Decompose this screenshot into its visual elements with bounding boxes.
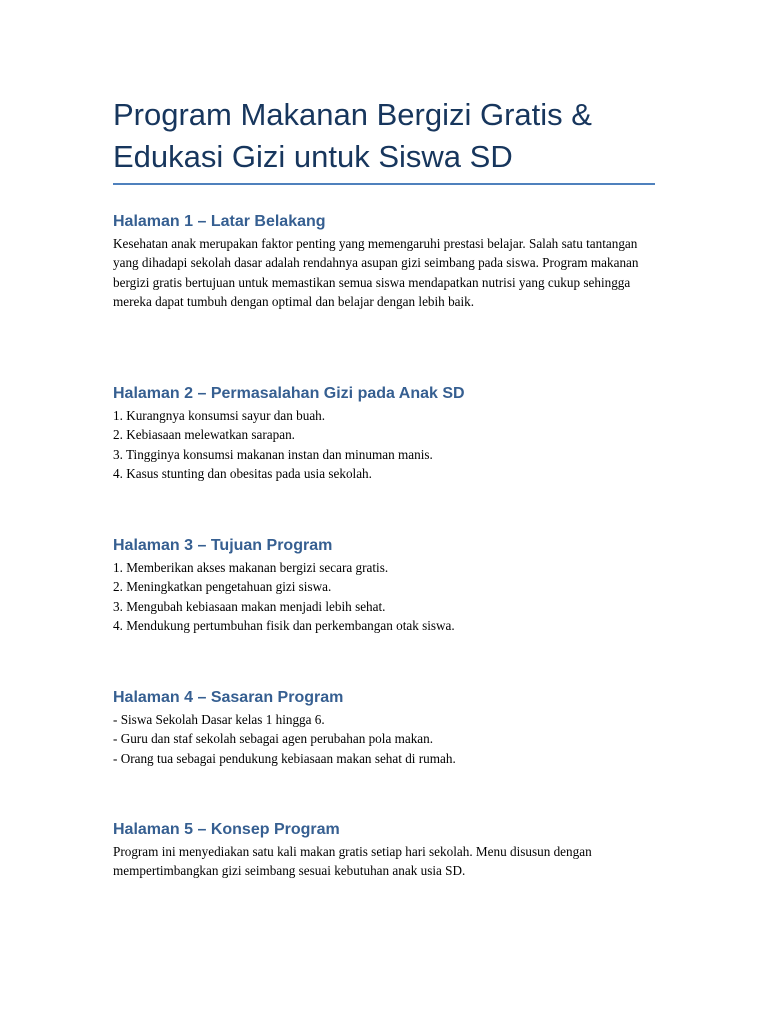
- list-item: 3. Tingginya konsumsi makanan instan dan minuman manis.: [113, 446, 433, 462]
- problem-list: [113, 406, 655, 483]
- section-heading: Halaman 4 – Sasaran Program: [113, 689, 344, 706]
- list-item: 1. Memberikan akses makanan bergizi secara gratis.: [113, 560, 389, 575]
- document-title-line-1: Program Makanan Bergizi Gratis &: [113, 97, 592, 132]
- target-list: [113, 710, 655, 768]
- list-item: 3. Mengubah kebiasaan makan menjadi lebih sehat.: [113, 598, 386, 614]
- section-heading: Halaman 1 – Latar Belakang: [113, 213, 326, 230]
- list-item: 2. Meningkatkan pengetahuan gizi siswa.: [113, 579, 332, 595]
- section-tujuan-program: [113, 535, 655, 635]
- document-title: [113, 94, 655, 178]
- section-paragraph: Program ini menyediakan satu kali makan gratis setiap hari sekolah. Menu disusun dengan mempertimbangkan gizi seimbang sesuai kebutuhan anak usia SD.: [113, 844, 592, 879]
- list-item: - Guru dan staf sekolah sebagai agen perubahan pola makan.: [113, 731, 434, 747]
- section-heading: Halaman 5 – Konsep Program: [113, 821, 340, 838]
- goal-list: [113, 558, 655, 635]
- document-page: [113, 94, 655, 879]
- list-item: 4. Kasus stunting dan obesitas pada usia sekolah.: [113, 465, 372, 481]
- list-item: - Orang tua sebagai pendukung kebiasaan makan sehat di rumah.: [113, 750, 456, 766]
- list-item: 4. Mendukung pertumbuhan fisik dan perkembangan otak siswa.: [113, 617, 455, 633]
- section-heading: Halaman 3 – Tujuan Program: [113, 537, 333, 554]
- section-latar-belakang: [113, 211, 655, 311]
- section-permasalahan-gizi: [113, 383, 655, 483]
- list-item: - Siswa Sekolah Dasar kelas 1 hingga 6.: [113, 712, 325, 727]
- section-konsep-program: [113, 819, 655, 881]
- document-title-line-2: Edukasi Gizi untuk Siswa SD: [113, 139, 513, 174]
- section-sasaran-program: [113, 687, 655, 768]
- title-underline-rule: [113, 183, 655, 185]
- section-heading: Halaman 2 – Permasalahan Gizi pada Anak SD: [113, 385, 465, 402]
- list-item: 2. Kebiasaan melewatkan sarapan.: [113, 427, 295, 443]
- list-item: 1. Kurangnya konsumsi sayur dan buah.: [113, 408, 326, 423]
- section-paragraph: Kesehatan anak merupakan faktor penting yang memengaruhi prestasi belajar. Salah satu tantangan yang dihadapi sekolah dasar adalah rendahnya asupan gizi seimbang pada siswa. Program makanan bergizi gratis bertujuan untuk memastikan semua siswa mendapatkan nutrisi yang cukup sehingga mereka dapat tumbuh dengan optimal dan belajar dengan lebih baik.: [113, 236, 639, 309]
